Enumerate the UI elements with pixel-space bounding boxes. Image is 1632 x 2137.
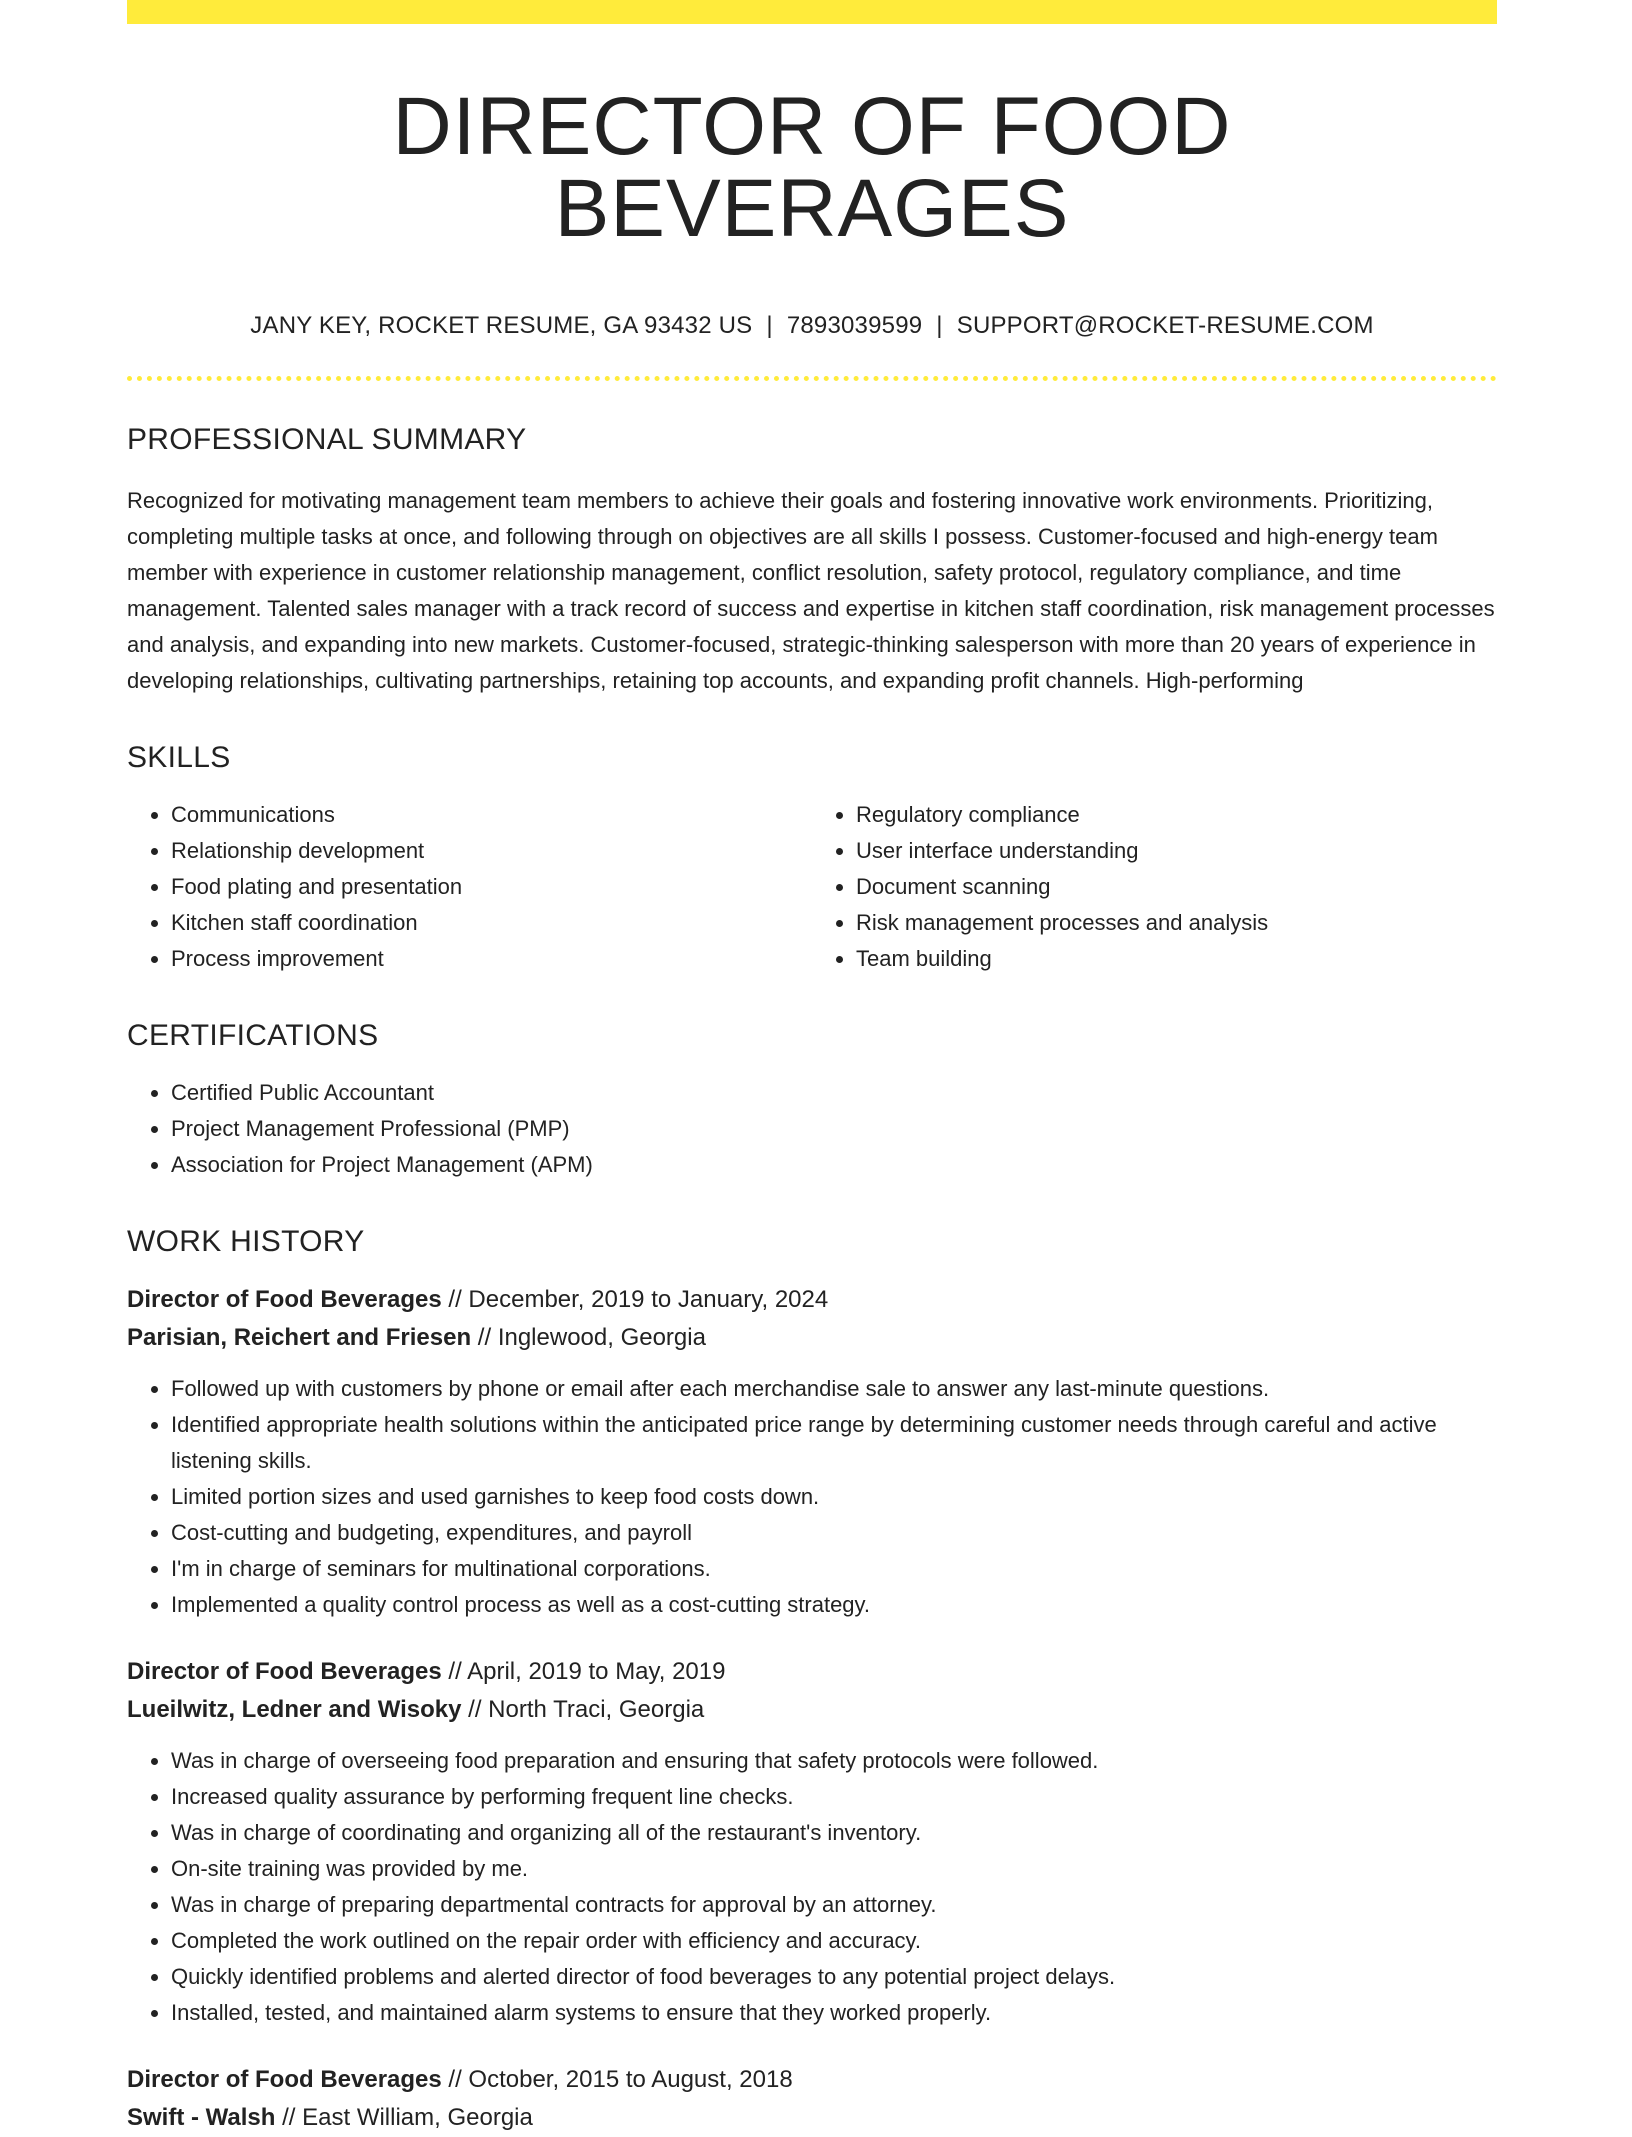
skill-item: • Risk management processes and analysis (856, 905, 1497, 941)
job-title: Director of Food Beverages (127, 1658, 442, 1685)
accent-bar (127, 0, 1497, 24)
job-bullet: • On-site training was provided by me. (171, 1851, 1497, 1887)
job-bullet: • Limited portion sizes and used garnishes to keep food costs down. (171, 1479, 1497, 1515)
job-company-line (127, 1319, 1497, 1357)
certification-item: • Certified Public Accountant (171, 1075, 1497, 1111)
skill-item: • Kitchen staff coordination (171, 905, 812, 941)
skill-item: • Communications (171, 797, 812, 833)
job-location: // North Traci, Georgia (461, 1696, 705, 1723)
job-company-line (127, 1691, 1497, 1729)
skill-item: • Food plating and presentation (171, 869, 812, 905)
contact-phone: 7893039599 (786, 312, 923, 339)
skills-left-column (127, 797, 812, 977)
job-bullet: • Quickly identified problems and alerted director of food beverages to any potential project delays. (171, 1959, 1497, 1995)
dotted-divider (127, 376, 1497, 381)
skill-item: • User interface understanding (856, 833, 1497, 869)
job-bullet: • I'm in charge of seminars for multinational corporations. (171, 1551, 1497, 1587)
certification-item: • Project Management Professional (PMP) (171, 1111, 1497, 1147)
certifications-list (127, 1075, 1497, 1183)
job-location: // East William, Georgia (275, 2104, 533, 2131)
job-bullet: • Was in charge of overseeing food preparation and ensuring that safety protocols were followed. (171, 1743, 1497, 1779)
skill-item: • Team building (856, 941, 1497, 977)
job-entry (127, 1281, 1497, 1623)
resume-page (127, 0, 1497, 2137)
job-title-line (127, 2061, 1497, 2099)
contact-email: SUPPORT@ROCKET-RESUME.COM (956, 312, 1374, 339)
job-location: // Inglewood, Georgia (471, 1324, 706, 1351)
skill-item: • Regulatory compliance (856, 797, 1497, 833)
job-bullet: • Followed up with customers by phone or email after each merchandise sale to answer any last-minute questions. (171, 1371, 1497, 1407)
job-bullet: • Increased quality assurance by performing frequent line checks. (171, 1779, 1497, 1815)
job-dates: // April, 2019 to May, 2019 (441, 1658, 726, 1685)
job-title: Director of Food Beverages (127, 1286, 442, 1313)
skills-list (127, 797, 1497, 977)
job-bullets (127, 1371, 1497, 1623)
job-title-line (127, 1281, 1497, 1319)
job-bullet: • Identified appropriate health solutions within the anticipated price range by determining customer needs through careful and active listening skills. (171, 1407, 1497, 1479)
skills-right-column (812, 797, 1497, 977)
skill-item: • Process improvement (171, 941, 812, 977)
contact-address: JANY KEY, ROCKET RESUME, GA 93432 US (250, 312, 753, 339)
summary-heading: PROFESSIONAL SUMMARY (127, 423, 527, 456)
job-entry (127, 1653, 1497, 2031)
job-bullet: • Cost-cutting and budgeting, expenditures, and payroll (171, 1515, 1497, 1551)
contact-line (127, 312, 1497, 340)
job-dates: // December, 2019 to January, 2024 (441, 1286, 829, 1313)
job-company-line (127, 2099, 1497, 2137)
job-bullets (127, 1743, 1497, 2031)
contact-separator: | (936, 312, 943, 339)
job-entry (127, 2061, 1497, 2137)
contact-separator: | (766, 312, 773, 339)
job-bullet: • Was in charge of coordinating and organizing all of the restaurant's inventory. (171, 1815, 1497, 1851)
certifications-heading: CERTIFICATIONS (127, 1019, 379, 1052)
job-bullet: • Installed, tested, and maintained alarm systems to ensure that they worked properly. (171, 1995, 1497, 2031)
job-company: Parisian, Reichert and Friesen (127, 1324, 472, 1351)
work-history-heading: WORK HISTORY (127, 1225, 365, 1258)
skill-item: • Document scanning (856, 869, 1497, 905)
job-company: Swift - Walsh (127, 2104, 276, 2131)
job-bullet: • Completed the work outlined on the repair order with efficiency and accuracy. (171, 1923, 1497, 1959)
certification-item: • Association for Project Management (APM) (171, 1147, 1497, 1183)
job-dates: // October, 2015 to August, 2018 (441, 2066, 793, 2093)
summary-text: Recognized for motivating management team members to achieve their goals and fostering innovative work environments. Prioritizing, completing multiple tasks at once, and following through on objectives are all skills I possess. Customer-focused and high-energy team member with experience in customer relationship management, conflict resolution, safety protocol, regulatory compliance, and time management. Talented sales manager with a track record of success and expertise in kitchen staff coordination, risk management processes and analysis, and expanding into new markets. Customer-focused, strategic-thinking salesperson with more than 20 years of experience in developing relationships, cultivating partnerships, retaining top accounts, and expanding profit channels. High-performing (127, 488, 1495, 693)
skill-item: • Relationship development (171, 833, 812, 869)
page-title: DIRECTOR OF FOOD BEVERAGES (392, 81, 1232, 254)
job-bullet: • Implemented a quality control process as well as a cost-cutting strategy. (171, 1587, 1497, 1623)
job-title: Director of Food Beverages (127, 2066, 442, 2093)
job-company: Lueilwitz, Ledner and Wisoky (127, 1696, 462, 1723)
job-title-line (127, 1653, 1497, 1691)
skills-heading: SKILLS (127, 741, 231, 774)
job-bullet: • Was in charge of preparing departmental contracts for approval by an attorney. (171, 1887, 1497, 1923)
